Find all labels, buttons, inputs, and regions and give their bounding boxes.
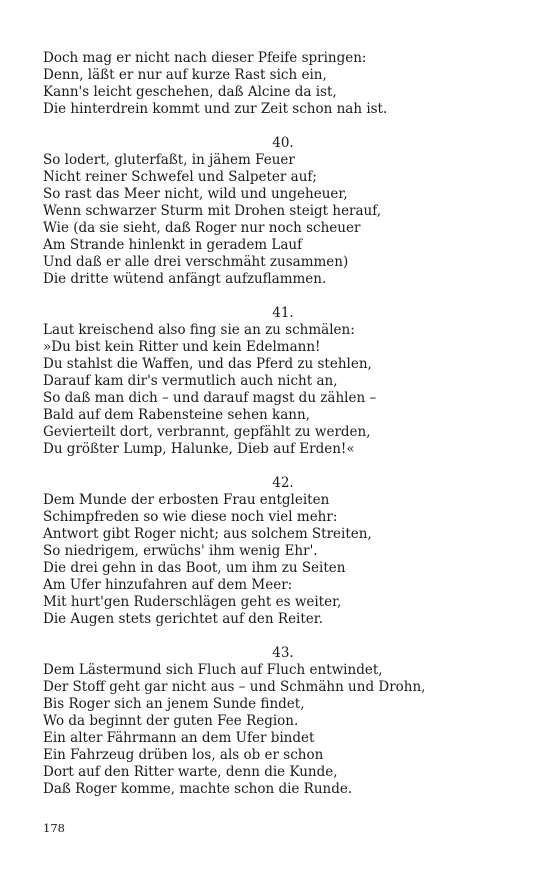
verse-line: Am Strande hinlenkt in geradem Lauf: [43, 237, 303, 253]
verse-line: »Du bist kein Ritter und kein Edelmann!: [43, 339, 321, 355]
verse-line: Du größter Lump, Halunke, Dieb auf Erden!«: [43, 441, 355, 457]
stanza-42: [43, 475, 513, 628]
verse-line: Wie (da sie sieht, daß Roger nur noch scheuer: [43, 220, 361, 236]
verse-line: Nicht reiner Schwefel und Salpeter auf;: [43, 169, 317, 185]
verse-line: Kann's leicht geschehen, daß Alcine da ist,: [43, 84, 337, 100]
verse-line: Du stahlst die Waffen, und das Pferd zu stehlen,: [43, 356, 372, 372]
verse-line: Bis Roger sich an jenem Sunde findet,: [43, 696, 305, 712]
page-number: 178: [43, 821, 65, 835]
stanza-number: 41.: [272, 305, 294, 321]
verse-line: Die dritte wütend anfängt aufzuflammen.: [43, 271, 327, 287]
stanza-40: [43, 135, 513, 288]
verse-line: Dem Munde der erbosten Frau entgleiten: [43, 492, 330, 508]
verse-line: Dort auf den Ritter warte, denn die Kunde,: [43, 764, 338, 780]
verse-line: So niedrigem, erwüchs' ihm wenig Ehr'.: [43, 543, 318, 559]
stanza-43: [43, 645, 513, 798]
verse-line: Ein Fahrzeug drüben los, als ob er schon: [43, 747, 324, 763]
verse-line: Doch mag er nicht nach dieser Pfeife springen:: [43, 50, 367, 66]
verse-line: Dem Lästermund sich Fluch auf Fluch entwindet,: [43, 662, 383, 678]
verse-line: Daß Roger komme, machte schon die Runde.: [43, 781, 353, 797]
verse-line: So daß man dich – und darauf magst du zählen –: [43, 390, 377, 406]
stanza-41: [43, 305, 513, 458]
verse-line: Ein alter Fährmann an dem Ufer bindet: [43, 730, 315, 746]
verse-line: Schimpfreden so wie diese noch viel mehr:: [43, 509, 338, 525]
verse-line: Wenn schwarzer Sturm mit Drohen steigt herauf,: [43, 203, 382, 219]
verse-line: Am Ufer hinzufahren auf dem Meer:: [43, 577, 293, 593]
verse-line: Bald auf dem Rabensteine sehen kann,: [43, 407, 310, 423]
verse-line: Der Stoff geht gar nicht aus – und Schmähn und Drohn,: [43, 679, 426, 695]
verse-line: Laut kreischend also fing sie an zu schmälen:: [43, 322, 355, 338]
verse-line: Denn, läßt er nur auf kurze Rast sich ein,: [43, 67, 327, 83]
poem-page: [43, 50, 513, 798]
verse-line: So rast das Meer nicht, wild und ungeheuer,: [43, 186, 348, 202]
verse-line: Die Augen stets gerichtet auf den Reiter.: [43, 611, 324, 627]
stanza-number: 43.: [272, 645, 294, 661]
verse-line: Mit hurt'gen Ruderschlägen geht es weiter,: [43, 594, 342, 610]
verse-line: So lodert, gluterfaßt, in jähem Feuer: [43, 152, 295, 168]
verse-line: Antwort gibt Roger nicht; aus solchem Streiten,: [43, 526, 372, 542]
stanza-continuation: [43, 50, 513, 118]
verse-line: Gevierteilt dort, verbrannt, gepfählt zu werden,: [43, 424, 371, 440]
verse-line: Wo da beginnt der guten Fee Region.: [43, 713, 299, 729]
verse-line: Die drei gehn in das Boot, um ihm zu Seiten: [43, 560, 346, 576]
verse-line: Die hinterdrein kommt und zur Zeit schon nah ist.: [43, 101, 388, 117]
stanza-number: 40.: [272, 135, 294, 151]
verse-line: Darauf kam dir's vermutlich auch nicht an,: [43, 373, 338, 389]
verse-line: Und daß er alle drei verschmäht zusammen): [43, 254, 349, 270]
stanza-number: 42.: [272, 475, 294, 491]
